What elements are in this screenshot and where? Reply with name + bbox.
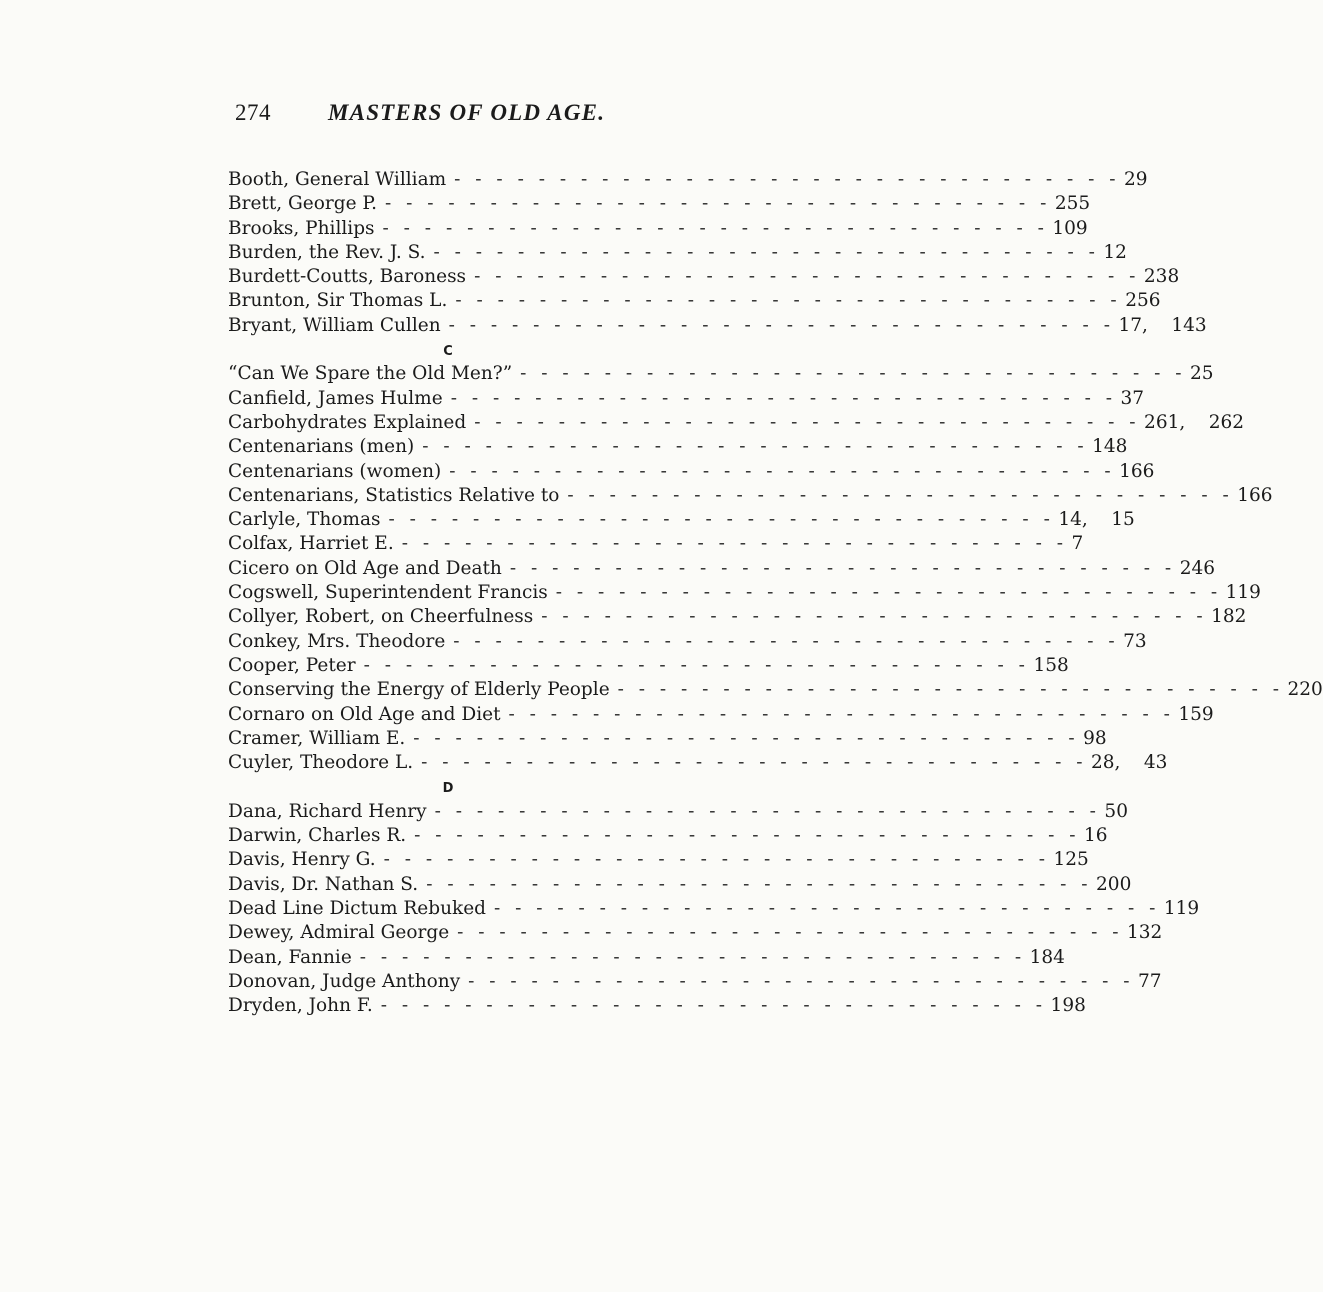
index-entry (228, 678, 1323, 702)
index-entry (228, 848, 1089, 872)
entry-name: Davis, Henry G. (228, 849, 376, 871)
entry-name: Cogswell, Superintendent Francis (228, 582, 548, 604)
entry-pages: 200 (1096, 873, 1132, 895)
entry-pages: 50 (1104, 800, 1128, 822)
dot-leader: - - - - - - - - - - - - - - - - - - - - - - - - - - - - - - - - (474, 411, 1141, 433)
dot-leader: - - - - - - - - - - - - - - - - - - - - - - - - - - - - - - - - (380, 995, 1047, 1017)
index-list (228, 168, 1323, 1018)
entry-name: “Can We Spare the Old Men?” (228, 363, 513, 385)
dot-leader: - - - - - - - - - - - - - - - - - - - - - - - - - - - - - - - - (433, 241, 1100, 263)
index-entry (228, 824, 1108, 848)
index-entry (228, 557, 1215, 581)
entry-pages: 98 (1083, 727, 1107, 749)
entry-pages: 184 (1029, 946, 1065, 968)
dot-leader: - - - - - - - - - - - - - - - - - - - - - - - - - - - - - - - - (363, 654, 1030, 676)
index-entry (228, 800, 1128, 824)
index-entry (228, 921, 1163, 945)
dot-leader: - - - - - - - - - - - - - - - - - - - - - - - - - - - - - - - - (401, 533, 1068, 555)
dot-leader: - - - - - - - - - - - - - - - - - - - - - - - - - - - - - - - - (455, 290, 1122, 312)
dot-leader: - - - - - - - - - - - - - - - - - - - - - - - - - - - - - - - - (414, 825, 1080, 847)
dot-leader: - - - - - - - - - - - - - - - - - - - - - - - - - - - - - - - - (555, 582, 1222, 604)
dot-leader: - - - - - - - - - - - - - - - - - - - - - - - - - - - - - - - - (450, 387, 1117, 409)
dot-leader: - - - - - - - - - - - - - - - - - - - - - - - - - - - - - - - - (453, 630, 1120, 652)
entry-name: Booth, General William (228, 169, 447, 190)
entry-pages: 166 (1119, 460, 1155, 482)
dot-leader: - - - - - - - - - - - - - - - - - - - - - - - - - - - - - - - - (448, 314, 1115, 336)
entry-pages: 255 (1054, 193, 1091, 215)
dot-leader: - - - - - - - - - - - - - - - - - - - - - - - - - - - - - - - - (494, 897, 1160, 919)
index-entry (228, 532, 1084, 556)
entry-pages: 73 (1123, 630, 1147, 652)
entry-name: Dana, Richard Henry (228, 800, 427, 822)
entry-name: Cramer, William E. (228, 727, 406, 749)
entry-pages: 182 (1211, 606, 1247, 628)
entry-pages: 198 (1050, 995, 1086, 1017)
index-entry (228, 873, 1132, 897)
entry-pages: 29 (1124, 169, 1148, 190)
entry-name: Cuyler, Theodore L. (228, 752, 414, 774)
entry-name: Burdett-Coutts, Baroness (228, 266, 467, 288)
entry-name: Carlyle, Thomas (228, 509, 381, 531)
entry-name: Cooper, Peter (228, 654, 356, 676)
entry-pages: 12 (1103, 241, 1127, 263)
dot-leader: - - - - - - - - - - - - - - - - - - - - - - - - - - - - - - - - (520, 363, 1187, 385)
running-head (0, 96, 800, 136)
entry-pages: 125 (1053, 849, 1089, 871)
index-entry (228, 630, 1147, 654)
dot-leader: - - - - - - - - - - - - - - - - - - - - - - - - - - - - - - - - (617, 679, 1284, 701)
index-entry (228, 241, 1127, 265)
entry-name: Conserving the Energy of Elderly People (228, 679, 610, 701)
index-entry (228, 435, 1128, 459)
index-entry (228, 217, 1088, 241)
entry-pages: 238 (1143, 266, 1180, 288)
entry-pages: 16 (1083, 825, 1108, 847)
entry-name: Centenarians, Statistics Relative to (228, 484, 560, 506)
dot-leader: - - - - - - - - - - - - - - - - - - - - - - - - - - - - - - - - (422, 436, 1089, 458)
dot-leader: - - - - - - - - - - - - - - - - - - - - - - - - - - - - - - - - (384, 193, 1051, 215)
dot-leader: - - - - - - - - - - - - - - - - - - - - - - - - - - - - - - - - (434, 800, 1101, 822)
dot-leader: - - - - - - - - - - - - - - - - - - - - - - - - - - - - - - - - (359, 946, 1026, 968)
dot-leader: - - - - - - - - - - - - - - - - - - - - - - - - - - - - - - - - (567, 484, 1234, 506)
entry-pages: 119 (1225, 582, 1261, 604)
dot-leader: - - - - - - - - - - - - - - - - - - - - - - - - - - - - - - - - (508, 703, 1175, 725)
entry-name: Brunton, Sir Thomas L. (228, 290, 448, 312)
entry-name: Collyer, Robert, on Cheerfulness (228, 606, 534, 628)
entry-name: Dryden, John F. (228, 995, 373, 1017)
index-entry (228, 727, 1107, 751)
index-entry (228, 581, 1261, 605)
dot-leader: - - - - - - - - - - - - - - - - - - - - - - - - - - - - - - - - (468, 970, 1134, 992)
index-entry (228, 192, 1091, 216)
entry-name: Bryant, William Cullen (228, 314, 441, 336)
entry-pages: 17, 143 (1118, 314, 1207, 336)
index-entry (228, 387, 1145, 411)
index-entry (228, 484, 1273, 508)
entry-pages: 77 (1138, 970, 1162, 992)
dot-leader: - - - - - - - - - - - - - - - - - - - - - - - - - - - - - - - - (413, 727, 1080, 749)
entry-pages: 25 (1190, 363, 1214, 385)
entry-pages: 256 (1125, 290, 1161, 312)
index-entry (228, 970, 1162, 994)
dot-leader: - - - - - - - - - - - - - - - - - - - - - - - - - - - - - - - - (426, 873, 1093, 895)
entry-name: Dead Line Dictum Rebuked (228, 897, 486, 919)
entry-name: Brooks, Phillips (228, 217, 375, 239)
dot-leader: - - - - - - - - - - - - - - - - - - - - - - - - - - - - - - - - (383, 849, 1050, 871)
entry-name: Carbohydrates Explained (228, 411, 467, 433)
entry-name: Brett, George P. (228, 193, 377, 215)
index-entry (228, 751, 1168, 775)
entry-name: Colfax, Harriet E. (228, 533, 394, 555)
entry-pages: 159 (1178, 703, 1214, 725)
index-entry (228, 289, 1161, 313)
entry-pages: 37 (1120, 387, 1145, 409)
entry-name: Dean, Fannie (228, 946, 352, 968)
index-entry (228, 946, 1065, 970)
index-entry (228, 314, 1207, 338)
entry-name: Conkey, Mrs. Theodore (228, 630, 446, 652)
entry-pages: 261, 262 (1144, 411, 1245, 433)
entry-pages: 166 (1237, 484, 1273, 506)
entry-name: Cicero on Old Age and Death (228, 557, 502, 579)
dot-leader: - - - - - - - - - - - - - - - - - - - - - - - - - - - - - - - - (474, 266, 1140, 288)
dot-leader: - - - - - - - - - - - - - - - - - - - - - - - - - - - - - - - - (388, 509, 1055, 531)
entry-pages: 220 (1287, 679, 1323, 701)
entry-pages: 7 (1071, 533, 1084, 555)
dot-leader: - - - - - - - - - - - - - - - - - - - - - - - - - - - - - - - - (421, 752, 1087, 774)
dot-leader: - - - - - - - - - - - - - - - - - - - - - - - - - - - - - - - - (457, 922, 1123, 944)
entry-pages: 14, 15 (1058, 509, 1135, 531)
dot-leader: - - - - - - - - - - - - - - - - - - - - - - - - - - - - - - - - (541, 606, 1208, 628)
index-entry (228, 605, 1247, 629)
index-entry (228, 265, 1180, 289)
index-entry (228, 508, 1135, 532)
entry-name: Dewey, Admiral George (228, 922, 450, 944)
entry-name: Burden, the Rev. J. S. (228, 241, 426, 263)
entry-name: Canfield, James Hulme (228, 387, 443, 409)
entry-pages: 28, 43 (1090, 752, 1168, 774)
entry-name: Darwin, Charles R. (228, 825, 407, 847)
entry-pages: 158 (1033, 654, 1069, 676)
index-entry (228, 703, 1214, 727)
book-title: MASTERS OF OLD AGE. (328, 100, 606, 125)
dot-leader: - - - - - - - - - - - - - - - - - - - - - - - - - - - - - - - - (509, 557, 1176, 579)
entry-pages: 246 (1179, 557, 1215, 579)
index-entry (228, 897, 1200, 921)
index-entry (228, 654, 1069, 678)
entry-pages: 119 (1163, 897, 1200, 919)
index-entry (228, 168, 1148, 192)
entry-pages: 132 (1127, 922, 1163, 944)
page-number: 274 (235, 100, 271, 125)
section-letter: D (442, 781, 454, 797)
dot-leader: - - - - - - - - - - - - - - - - - - - - - - - - - - - - - - - - (449, 460, 1116, 482)
entry-name: Centenarians (women) (228, 460, 442, 482)
index-entry (228, 994, 1086, 1018)
index-entry (228, 411, 1245, 435)
dot-leader: - - - - - - - - - - - - - - - - - - - - - - - - - - - - - - - - (382, 217, 1049, 239)
entry-name: Donovan, Judge Anthony (228, 970, 461, 992)
section-letter: C (443, 344, 453, 360)
entry-pages: 109 (1052, 217, 1088, 239)
index-entry (228, 460, 1155, 484)
entry-name: Cornaro on Old Age and Diet (228, 703, 501, 725)
entry-name: Davis, Dr. Nathan S. (228, 873, 419, 895)
index-entry (228, 362, 1214, 386)
entry-pages: 148 (1092, 436, 1128, 458)
dot-leader: - - - - - - - - - - - - - - - - - - - - - - - - - - - - - - - - (454, 169, 1121, 190)
entry-name: Centenarians (men) (228, 436, 415, 458)
